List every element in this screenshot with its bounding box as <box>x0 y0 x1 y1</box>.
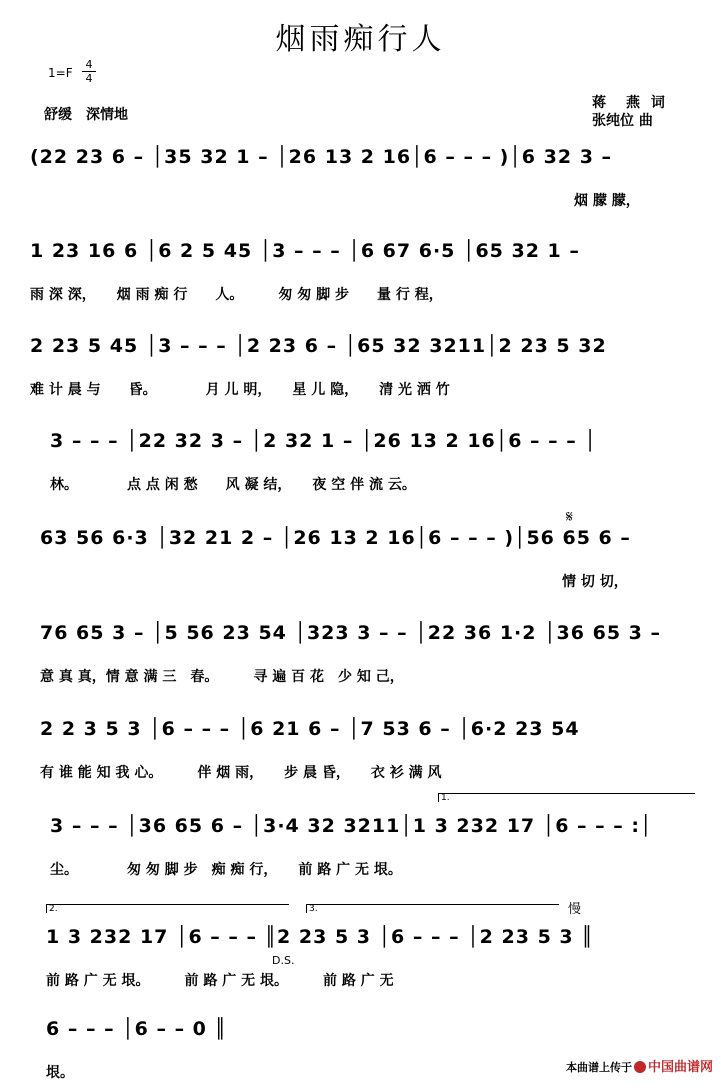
volta-3: 3. <box>306 904 559 913</box>
page-title: 烟雨痴行人 <box>275 22 446 57</box>
score-row-7 <box>0 718 721 788</box>
lyrics: 尘。 匆 匆 脚 步 痴 痴 行， 前 路 广 无 垠。 <box>50 862 402 878</box>
key-signature: 1=F <box>48 66 73 80</box>
ds-marking: D.S. <box>272 954 295 967</box>
time-signature-bottom: 4 <box>85 72 93 85</box>
composer-credit: 张纯位 曲 <box>592 113 653 129</box>
score-row-5 <box>0 507 721 597</box>
notes: 1 3 232 17 │6 – – – ║2 23 5 3 │6 – – – │2 23 5 3 ║ <box>46 926 594 948</box>
lyricist-credit: 蒋 燕 词 <box>592 95 668 111</box>
upload-footer <box>566 1056 713 1075</box>
score-row-9 <box>0 902 721 996</box>
score-row-6 <box>0 622 721 692</box>
notes: 1 23 16 6 │6 2 5 45 │3 – – – │6 67 6·5 │65 32 1 – <box>30 240 580 262</box>
score-row-8 <box>0 793 721 885</box>
score-row-4 <box>0 430 721 500</box>
notes: 3 – – – │36 65 6 – │3·4 32 3211│1 3 232 17 │6 – – – :│ <box>50 815 653 837</box>
score-row-10 <box>0 1018 721 1088</box>
score-row-3 <box>0 335 721 405</box>
notes: 2 23 5 45 │3 – – – │2 23 6 – │65 32 3211│2 23 5 32 <box>30 335 607 357</box>
lyrics: 前 路 广 无 垠。 前 路 广 无 垠。 前 路 广 无 <box>46 973 394 989</box>
volta-2: 2. <box>46 904 289 913</box>
score-row-1 <box>0 146 721 216</box>
lyrics: 垠。 <box>46 1065 74 1081</box>
notes: 6 – – – │6 – – 0 ║ <box>46 1018 227 1040</box>
notes: 76 65 3 – │5 56 23 54 │323 3 – – │22 36 1·2 │36 65 3 – <box>40 622 661 644</box>
lyrics: 雨 深 深， 烟 雨 痴 行 人。 匆 匆 脚 步 量 行 程， <box>30 287 443 303</box>
tempo-marking: 舒缓 深情地 <box>44 107 128 123</box>
notes: 3 – – – │22 32 3 – │2 32 1 – │26 13 2 16│6 – – – │ <box>50 430 597 452</box>
lyrics: 情 切 切， <box>562 574 628 590</box>
lyrics: 意 真 真，情 意 满 三 春。 寻 遍 百 花 少 知 己， <box>40 669 404 685</box>
segno-sign: 𝄋 <box>566 507 573 526</box>
slow-marking: 慢 <box>568 902 582 917</box>
notes: 2 2 3 5 3 │6 – – – │6 21 6 – │7 53 6 – │6·2 23 54 <box>40 718 580 740</box>
time-signature <box>82 58 96 85</box>
notes: 63 56 6·3 │32 21 2 – │26 13 2 16│6 – – – )│56 65 6 – <box>40 527 631 549</box>
lyrics: 林。 点 点 闲 愁 风 凝 结， 夜 空 伴 流 云。 <box>50 477 416 493</box>
site-logo-icon <box>634 1061 646 1073</box>
volta-1: 1. <box>438 793 695 802</box>
time-signature-top: 4 <box>85 58 93 71</box>
footer-prefix: 本曲谱上传于 <box>565 1061 632 1074</box>
footer-site: 中国曲谱网 <box>647 1060 713 1075</box>
lyrics: 有 谁 能 知 我 心。 伴 烟 雨， 步 晨 昏， 衣 衫 满 风 <box>40 765 442 781</box>
notes: (22 23 6 – │35 32 1 – │26 13 2 16│6 – – – )│6 32 3 – <box>30 146 613 168</box>
lyrics: 难 计 晨 与 昏。 月 儿 明， 星 儿 隐， 清 光 洒 竹 <box>30 382 450 398</box>
score-row-2 <box>0 240 721 310</box>
lyrics: 烟 朦 朦， <box>574 193 640 209</box>
